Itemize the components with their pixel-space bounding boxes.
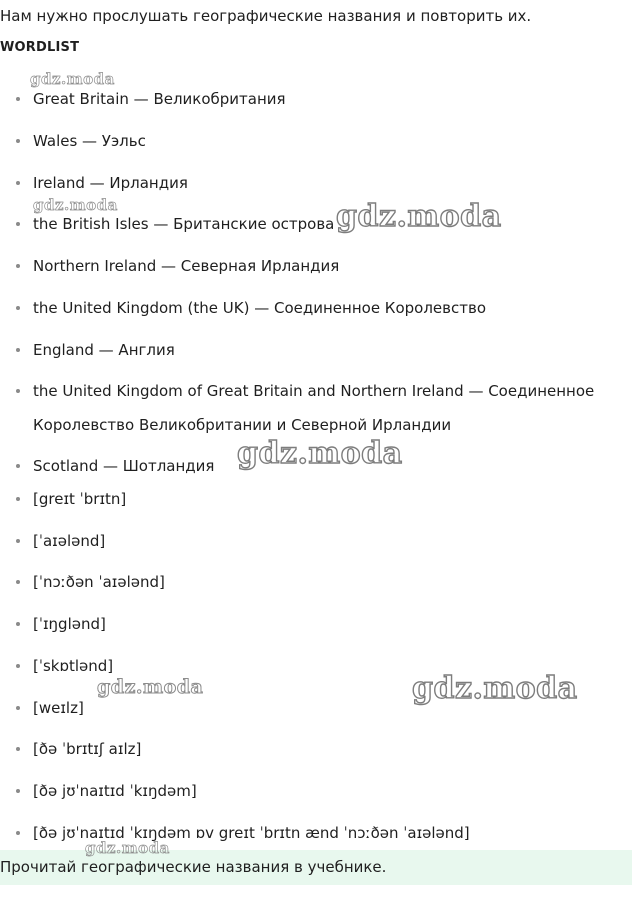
watermark: gdz.moda [412, 671, 578, 706]
watermark: gdz.moda [97, 676, 204, 698]
list-item-text: Northern Ireland — Северная Ирландия [33, 257, 340, 275]
list-item-text: England — Англия [33, 341, 175, 359]
bullet-icon [16, 139, 20, 143]
list-item-text: [ðə jʊˈnaɪtɪd ˈkɪŋdəm] [33, 782, 197, 800]
bullet-icon [16, 464, 20, 468]
bullet-icon [16, 389, 20, 393]
list-item-text: [ðə ˈbrɪtɪʃ aɪlz] [33, 740, 142, 758]
bullet-icon [16, 831, 20, 835]
bullet-icon [16, 789, 20, 793]
footer-text: Прочитай географические названия в учебнике. [0, 858, 387, 876]
bullet-icon [16, 747, 20, 751]
bullet-icon [16, 222, 20, 226]
bullet-icon [16, 580, 20, 584]
bullet-icon [16, 497, 20, 501]
bullet-icon [16, 664, 20, 668]
bullet-icon [16, 306, 20, 310]
footer-note [0, 850, 632, 885]
list-item-text: [ˈskɒtlənd] [33, 657, 114, 675]
watermark: gdz.moda [237, 436, 403, 471]
wordlist-heading: WORDLIST [0, 40, 80, 55]
bullet-icon [16, 706, 20, 710]
bullet-icon [16, 181, 20, 185]
watermark: gdz.moda [336, 199, 502, 234]
bullet-icon [16, 97, 20, 101]
bullet-icon [16, 622, 20, 626]
bullet-icon [16, 348, 20, 352]
watermark: gdz.moda [30, 70, 115, 88]
watermark: gdz.moda [33, 196, 118, 214]
list-item-text: [greɪt ˈbrɪtn] [33, 490, 127, 508]
list-item-text: Great Britain — Великобритания [33, 90, 286, 108]
watermark: gdz.moda [85, 839, 170, 857]
list-item-text: [weɪlz] [33, 699, 84, 717]
list-item-text: [ˈɪŋglənd] [33, 615, 106, 633]
list-item-text: Wales — Уэльс [33, 132, 146, 150]
list-item-text: [ðə jʊˈnaɪtɪd ˈkɪŋdəm ɒv greɪt ˈbrɪtn ænd ˈnɔːðən ˈaɪələnd] [33, 824, 470, 842]
bullet-icon [16, 539, 20, 543]
list-item-text: Scotland — Шотландия [33, 457, 215, 475]
list-item-text: Ireland — Ирландия [33, 174, 188, 192]
list-item-text: the United Kingdom (the UK) — Соединенное Королевство [33, 299, 486, 317]
list-item-text: the British Isles — Британские острова [33, 215, 335, 233]
list-item-text: [ˈnɔːðən ˈaɪələnd] [33, 573, 165, 591]
list-item-text: [ˈaɪələnd] [33, 532, 106, 550]
bullet-icon [16, 264, 20, 268]
intro-text: Нам нужно прослушать географические названия и повторить их. [0, 7, 532, 25]
list-item-text: the United Kingdom of Great Britain and Northern Ireland — Соединенное Королевство Великобритании и Северной Ирландии [33, 382, 595, 434]
